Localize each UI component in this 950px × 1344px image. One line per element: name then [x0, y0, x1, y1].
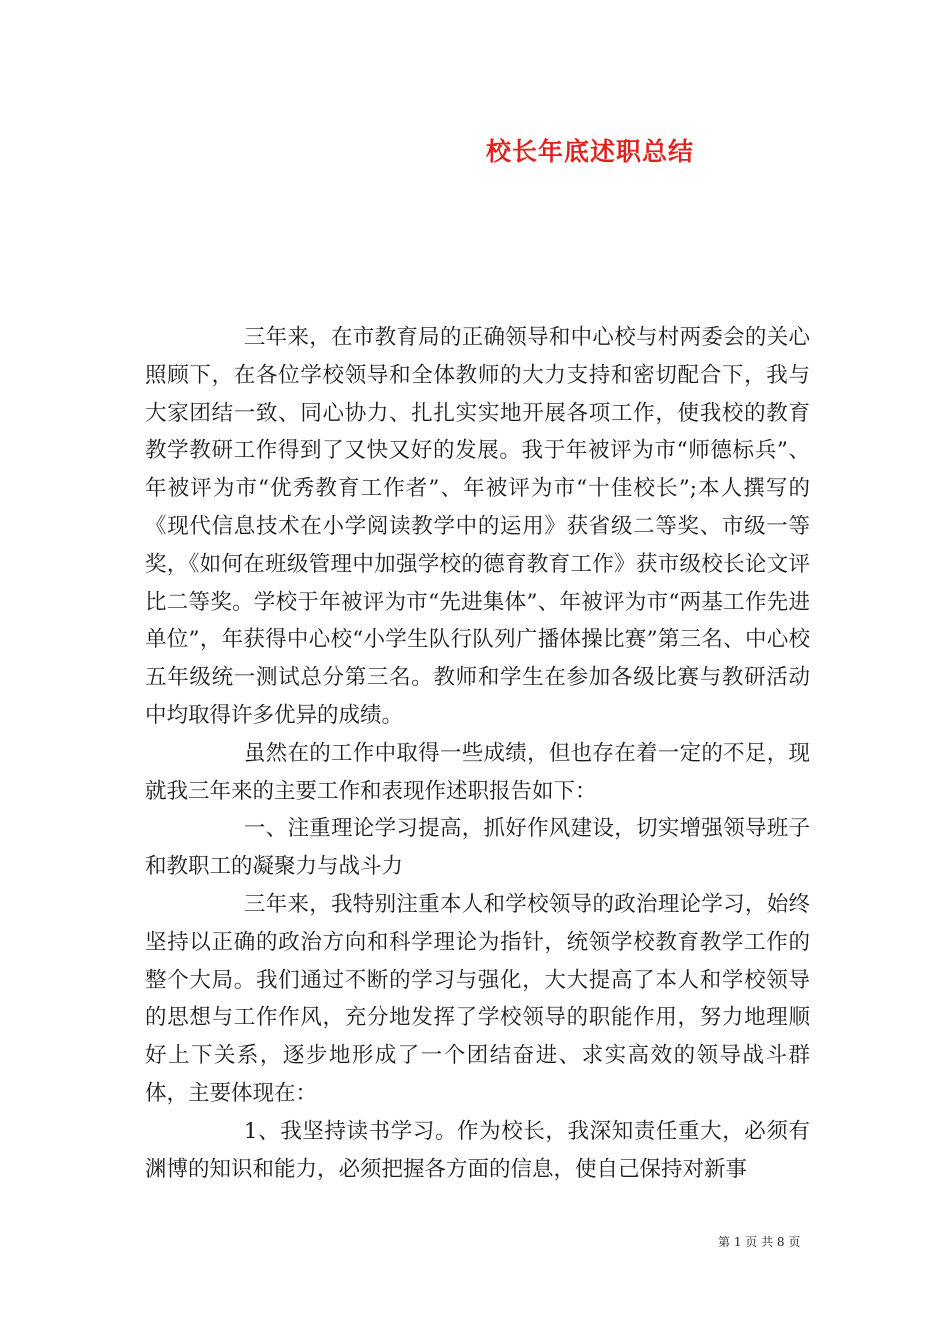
page-number-footer: 第 1 页 共 8 页: [718, 1235, 801, 1249]
paragraph-section-1: 三年来，我特别注重本人和学校领导的政治理论学习，始终坚持以正确的政治方向和科学理论为指针，统领学校教育教学工作的整个大局。我们通过不断的学习与强化，大大提高了本人和学校领导的思想与工作作风，充分地发挥了学校领导的职能作用，努力地理顺好上下关系，逐步地形成了一个团结奋进、求实高效的领导战斗群体，主要体现在：: [145, 891, 810, 1106]
paragraph-intro: 三年来，在市教育局的正确领导和中心校与村两委会的关心照顾下，在各位学校领导和全体教师的大力支持和密切配合下，我与大家团结一致、同心协力、扎扎实实地开展各项工作，使我校的教育教学教研工作得到了又快又好的发展。我于年被评为市“师德标兵”、年被评为市“优秀教育工作者”、年被评为市“十佳校长”;本人撰写的《现代信息技术在小学阅读教学中的运用》获省级二等奖、市级一等奖，《如何在班级管理中加强学校的德育教育工作》获市级校长论文评比二等奖。学校于年被评为市“先进集体”、年被评为市“两基工作先进单位”，年获得中心校“小学生队行队列广播体操比赛”第三名、中心校五年级统一测试总分第三名。教师和学生在参加各级比赛与教研活动中均取得许多优异的成绩。: [145, 325, 810, 728]
paragraph-item-1: 1、我坚持读书学习。作为校长，我深知责任重大，必须有渊博的知识和能力，必须把握各方面的信息，使自己保持对新事: [145, 1118, 810, 1182]
paragraph-preface: 虽然在的工作中取得一些成绩，但也存在着一定的不足，现就我三年来的主要工作和表现作述职报告如下：: [145, 740, 810, 804]
document-title: 校长年底述职总结: [485, 137, 694, 166]
section-heading-1: 一、注重理论学习提高，抓好作风建设，切实增强领导班子和教职工的凝聚力与战斗力: [145, 816, 810, 880]
document-body: [145, 319, 810, 1188]
